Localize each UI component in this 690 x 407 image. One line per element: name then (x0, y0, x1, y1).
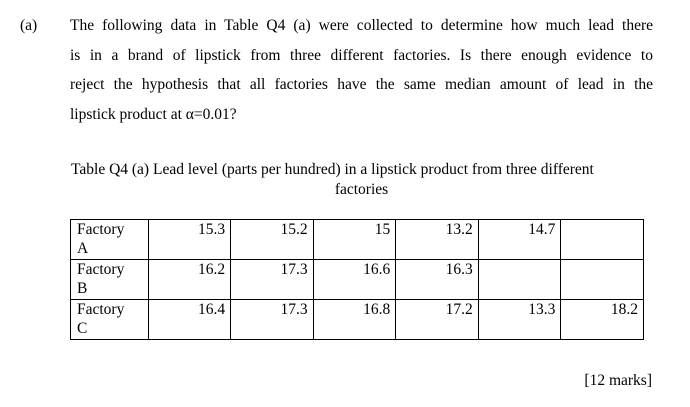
question-label: (a) (20, 17, 38, 34)
table-cell: 14.7 (478, 220, 561, 260)
table-cell (478, 260, 561, 300)
table-caption-line: factories (334, 181, 389, 198)
table-cell (561, 220, 644, 260)
question-line: lipstick product at α=0.01? (70, 105, 237, 123)
row-label-line: Factory (77, 221, 125, 238)
row-label (71, 260, 149, 300)
table-cell: 15.3 (148, 220, 231, 260)
table-cell: 18.2 (561, 300, 644, 340)
table-cell: 13.3 (478, 300, 561, 340)
table-row (71, 220, 644, 260)
table-cell: 17.3 (231, 300, 314, 340)
table-cell: 17.3 (231, 260, 314, 300)
table-cell: 15 (313, 220, 396, 260)
table-cell (561, 260, 644, 300)
row-label-line: Factory (77, 261, 125, 278)
table-cell: 16.2 (148, 260, 231, 300)
table-cell: 16.8 (313, 300, 396, 340)
table-caption-line: Table Q4 (a) Lead level (parts per hundred) in a lipstick product from three different (71, 161, 594, 178)
question-line: is in a brand of lipstick from three different factories. Is there enough evidence to (70, 46, 653, 64)
row-label-line: Factory (77, 301, 125, 318)
row-label-line: C (77, 320, 88, 337)
row-label (71, 220, 149, 260)
table-row (71, 260, 644, 300)
table-cell: 16.3 (396, 260, 479, 300)
question-line: reject the hypothesis that all factories have the same median amount of lead in the (70, 76, 653, 93)
table-cell: 16.6 (313, 260, 396, 300)
lead-level-table (70, 219, 644, 340)
row-label (71, 300, 149, 340)
table-cell: 15.2 (231, 220, 314, 260)
question-line: The following data in Table Q4 (a) were collected to determine how much lead there (70, 17, 653, 34)
row-label-line: B (77, 280, 88, 297)
marks-label: [12 marks] (584, 372, 652, 389)
table-cell: 16.4 (148, 300, 231, 340)
question-text (70, 11, 653, 129)
table-caption (70, 160, 653, 200)
table-cell: 17.2 (396, 300, 479, 340)
row-label-line: A (77, 240, 89, 257)
table-cell: 13.2 (396, 220, 479, 260)
table-row (71, 300, 644, 340)
